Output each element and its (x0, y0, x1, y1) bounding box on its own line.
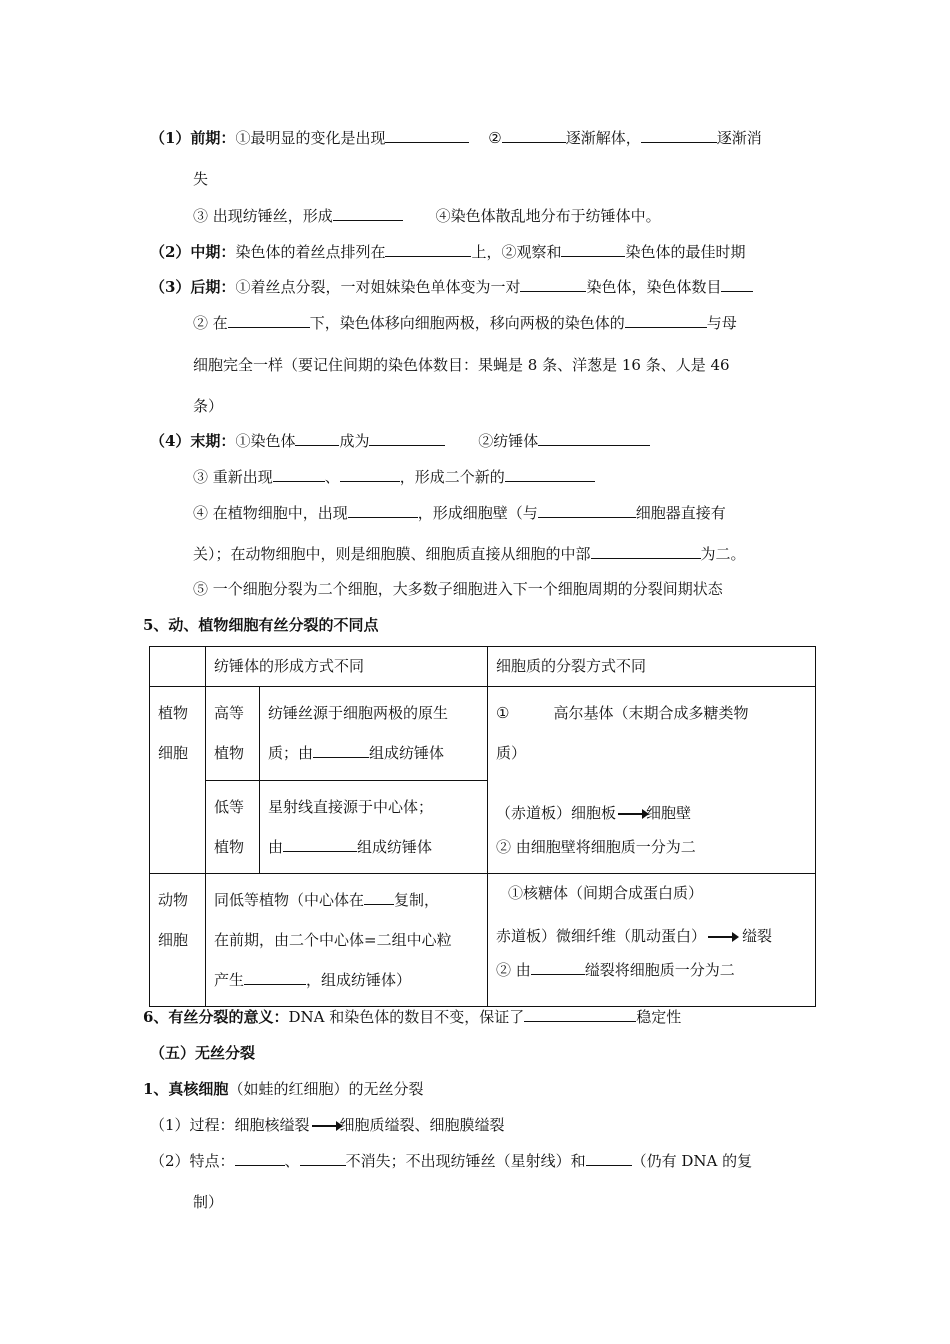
blank[interactable] (295, 430, 339, 446)
anaphase-line-3 (193, 354, 730, 376)
telophase-text: 为二。 (700, 545, 746, 563)
cell-text: 组成纺锤体 (357, 837, 433, 856)
prophase-text: 失 (193, 170, 209, 188)
cell-text: 在前期，由二个中心体=二组中心粒 (214, 931, 452, 949)
telophase-line-2 (193, 466, 595, 488)
cell-text: ② 由 (496, 961, 531, 979)
cell-text: ，组成纺锤体） (306, 971, 412, 989)
telophase-line-5 (193, 578, 723, 600)
label-line: 植物 (214, 837, 245, 856)
prophase-label: （1）前期： (150, 129, 236, 147)
telophase-line-4 (193, 543, 746, 565)
telophase-text: ①染色体 (235, 432, 296, 450)
prophase-text: ④染色体散乱地分布于纺锤体中。 (435, 207, 661, 225)
cell-text: ② 由细胞壁将细胞质一分为二 (496, 838, 696, 856)
blank[interactable] (502, 127, 566, 143)
amitosis-features-cont (193, 1191, 223, 1213)
blank[interactable] (520, 276, 586, 292)
prophase-text: 逐渐消 (716, 129, 762, 147)
amitosis-title-bold: 1、真核细胞 (143, 1080, 229, 1098)
blank[interactable] (385, 241, 471, 257)
blank[interactable] (505, 466, 595, 482)
blank[interactable] (369, 430, 445, 446)
amitosis-features (150, 1150, 752, 1172)
blank[interactable] (313, 742, 369, 758)
cell-text: 产生 (214, 971, 245, 989)
animal-cytoplasm-division (488, 874, 816, 1007)
telophase-text: 细胞器直接有 (635, 504, 726, 522)
cell-text: 纺锤丝源于细胞两极的原生 (268, 704, 449, 722)
metaphase-text: 上，②观察和 (471, 243, 562, 261)
blank[interactable] (300, 1150, 346, 1166)
blank[interactable] (586, 1150, 632, 1166)
blank[interactable] (333, 205, 403, 221)
amitosis-title (143, 1078, 423, 1100)
blank[interactable] (340, 466, 400, 482)
metaphase-line (150, 241, 746, 263)
blank[interactable] (228, 312, 310, 328)
anaphase-text: 下，染色体移向细胞两极，移向两极的染色体的 (309, 314, 625, 332)
blank[interactable] (524, 1006, 636, 1022)
header-empty-cell (150, 647, 206, 687)
telophase-text: ，形成细胞壁（与 (417, 504, 538, 522)
section6-line (143, 1006, 681, 1028)
animal-cell-label (150, 874, 206, 1007)
cell-text: （赤道板）细胞板 (496, 804, 617, 822)
cell-text: 由 (268, 837, 284, 856)
blank[interactable] (538, 430, 650, 446)
anaphase-line-2 (193, 312, 737, 334)
arrow-icon (618, 813, 644, 815)
lower-plant-label (206, 780, 260, 874)
amitosis-text: （仍有 DNA 的复 (631, 1152, 753, 1170)
telophase-text: 成为 (339, 432, 370, 450)
amitosis-text: 不消失；不出现纺锤丝（星射线）和 (345, 1152, 586, 1170)
metaphase-text: 染色体的着丝点排列在 (235, 243, 386, 261)
telophase-text: 、 (324, 468, 340, 486)
label-line: 细胞 (158, 931, 189, 949)
anaphase-text: 条） (193, 397, 224, 415)
amitosis-text: 细胞质缢裂、细胞膜缢裂 (339, 1116, 505, 1134)
label-line: 细胞 (158, 744, 189, 762)
label-line: 植物 (214, 744, 245, 762)
cell-text: ①核糖体（间期合成蛋白质） (508, 884, 704, 902)
cell-text: 高尔基体（末期合成多糖类物 (553, 704, 749, 722)
blank[interactable] (538, 502, 636, 518)
blank[interactable] (273, 466, 325, 482)
prophase-text: ①最明显的变化是出现 (235, 129, 386, 147)
blank[interactable] (364, 889, 394, 905)
telophase-text: ，形成二个新的 (399, 468, 505, 486)
section5-title: 5、动、植物细胞有丝分裂的不同点 (143, 616, 379, 634)
arrow-icon (312, 1125, 338, 1127)
arrow-icon (708, 936, 734, 938)
animal-spindle (206, 874, 488, 1007)
anaphase-text: ② 在 (193, 314, 228, 332)
metaphase-label: （2）中期： (150, 243, 236, 261)
higher-plant-spindle (260, 687, 488, 781)
blank[interactable] (348, 502, 418, 518)
prophase-text: 逐渐解体， (565, 129, 641, 147)
blank[interactable] (283, 836, 357, 852)
cell-text: 缢裂 (742, 927, 773, 945)
amitosis-process (150, 1114, 505, 1136)
label-line: 植物 (158, 704, 189, 722)
blank[interactable] (721, 276, 753, 292)
prophase-text: ② (488, 129, 502, 147)
telophase-text: ⑤ 一个细胞分裂为二个细胞，大多数子细胞进入下一个细胞周期的分裂间期状态 (193, 580, 723, 598)
blank[interactable] (244, 969, 306, 985)
comparison-table (149, 646, 816, 1007)
amitosis-text: 、 (284, 1152, 300, 1170)
blank[interactable] (641, 127, 717, 143)
telophase-label: （4）末期： (150, 432, 236, 450)
section6-text: DNA 和染色体的数目不变，保证了 (288, 1008, 525, 1026)
label-line: 动物 (158, 891, 189, 909)
higher-plant-label (206, 687, 260, 781)
section-v-title: （五）无丝分裂 (150, 1044, 256, 1062)
telophase-text: 关）；在动物细胞中，则是细胞膜、细胞质直接从细胞的中部 (193, 545, 591, 563)
label-line: 高等 (214, 704, 245, 722)
telophase-text: ③ 重新出现 (193, 468, 273, 486)
amitosis-text: （1）过程：细胞核缢裂 (150, 1116, 310, 1134)
cell-text: 复制， (394, 891, 440, 909)
anaphase-text: 与母 (706, 314, 737, 332)
blank[interactable] (591, 543, 701, 559)
cell-text: ① (496, 704, 510, 722)
blank[interactable] (625, 312, 707, 328)
cell-text: 星射线直接源于中心体； (268, 797, 434, 816)
metaphase-text: 染色体的最佳时期 (625, 243, 746, 261)
blank[interactable] (235, 1150, 285, 1166)
prophase-line-2 (193, 168, 208, 190)
cell-text: 赤道板）微细纤维（肌动蛋白） (496, 927, 707, 945)
section6-title: 6、有丝分裂的意义： (143, 1008, 289, 1026)
anaphase-text: 染色体，染色体数目 (586, 278, 722, 296)
plant-cytoplasm-division (488, 687, 816, 874)
section6-text: 稳定性 (636, 1008, 682, 1026)
amitosis-text: （2）特点： (150, 1152, 235, 1170)
cell-text: 细胞壁 (646, 804, 692, 822)
lower-plant-spindle (260, 780, 488, 874)
cell-text: 缢裂将细胞质一分为二 (584, 961, 735, 979)
cell-text: 质；由 (268, 744, 314, 762)
header-spindle: 纺锤体的形成方式不同 (206, 647, 488, 687)
telophase-text: ②纺锤体 (478, 432, 539, 450)
amitosis-text: 制） (193, 1193, 224, 1211)
prophase-line-1 (150, 127, 762, 149)
label-line: 低等 (214, 797, 245, 816)
prophase-line-3 (193, 205, 661, 227)
cell-text: 同低等植物（中心体在 (214, 891, 365, 909)
anaphase-line-1 (150, 276, 753, 298)
amitosis-title-rest: （如蛙的红细胞）的无丝分裂 (228, 1080, 424, 1098)
prophase-text: ③ 出现纺锤丝，形成 (193, 207, 333, 225)
anaphase-text: 细胞完全一样（要记住间期的染色体数目：果蝇是 8 条、洋葱是 16 条、人是 46 (193, 356, 730, 374)
telophase-line-3 (193, 502, 726, 524)
anaphase-label: （3）后期： (150, 278, 236, 296)
plant-cell-label (150, 687, 206, 874)
anaphase-line-4 (193, 395, 223, 417)
telophase-text: ④ 在植物细胞中，出现 (193, 504, 348, 522)
blank[interactable] (531, 959, 585, 975)
anaphase-text: ①着丝点分裂，一对姐妹染色单体变为一对 (235, 278, 521, 296)
cell-text: 质） (496, 744, 527, 762)
cell-text: 组成纺锤体 (369, 744, 445, 762)
blank[interactable] (385, 127, 469, 143)
telophase-line-1 (150, 430, 650, 452)
header-cytoplasm: 细胞质的分裂方式不同 (488, 647, 816, 687)
blank[interactable] (561, 241, 625, 257)
